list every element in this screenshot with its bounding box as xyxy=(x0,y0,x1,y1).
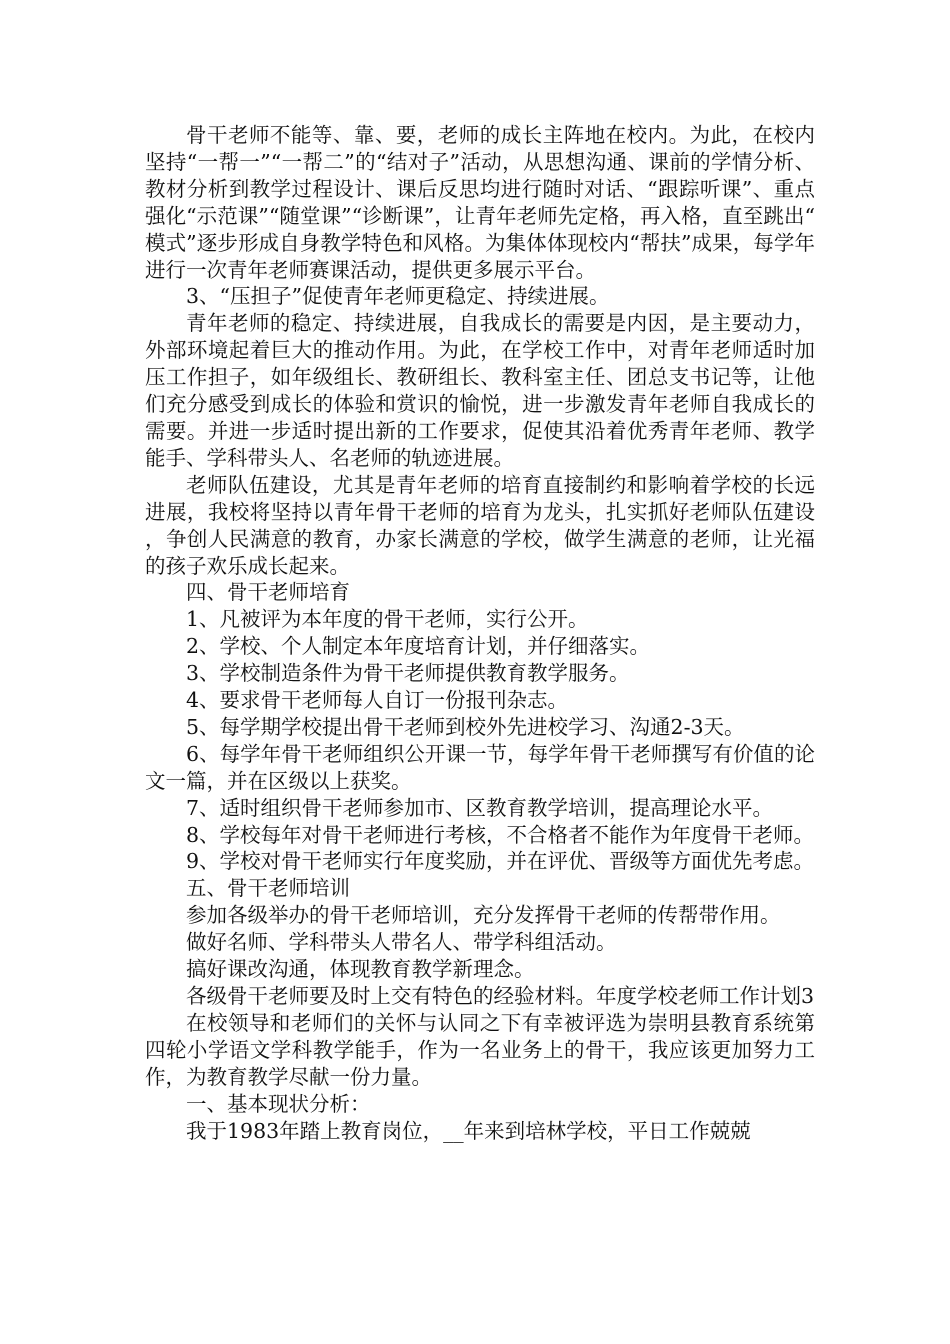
list-item: 4、要求骨干老师每人自订一份报刊杂志。 xyxy=(186,688,569,713)
list-item: 7、适时组织骨干老师参加市、区教育教学培训，提高理论水平。 xyxy=(186,795,774,820)
list-item: 3、学校制造条件为骨干老师提供教育教学服务。 xyxy=(186,661,630,686)
section-heading: 五、骨干老师培训 xyxy=(186,876,350,901)
list-item: 2、学校、个人制定本年度培育计划，并仔细落实。 xyxy=(186,634,651,659)
list-item: 1、凡被评为本年度的骨干老师，实行公开。 xyxy=(186,607,589,632)
list-item: 8、学校每年对骨干老师进行考核，不合格者不能作为年度骨干老师。 xyxy=(186,822,815,847)
section-heading: 一、基本现状分析： xyxy=(186,1091,371,1116)
paragraph: 做好名师、学科带头人带名人、带学科组活动。 xyxy=(186,930,617,955)
list-item: 9、学校对骨干老师实行年度奖励，并在评优、晋级等方面优先考虑。 xyxy=(186,849,815,874)
paragraph: 在校领导和老师们的关怀与认同之下有幸被评选为崇明县教育系统第四轮小学语文学科教学能手，作为一名业务上的骨干，我应该更加努力工作，为教育教学尽献一份力量。 xyxy=(145,1010,815,1089)
paragraph: 我于1983年踏上教育岗位，__年来到培林学校，平日工作兢兢 xyxy=(186,1118,751,1143)
section-heading: 四、骨干老师培育 xyxy=(186,580,350,605)
paragraph: 参加各级举办的骨干老师培训，充分发挥骨干老师的传帮带作用。 xyxy=(186,903,781,928)
paragraph: 3、“压担子”促使青年老师更稳定、持续进展。 xyxy=(186,284,610,309)
paragraph: 骨干老师不能等、靠、要，老师的成长主阵地在校内。为此，在校内坚持“一帮一”“一帮二”的“结对子”活动，从思想沟通、课前的学情分析、教材分析到教学过程设计、课后反思均进行随时对话、“跟踪听课”、重点强化“示范课”“随堂课”“诊断课”，让青年老师先定格，再入格，直至跳出“模式”逐步形成自身教学特色和风格。为集体体现校内“帮扶”成果，每学年进行一次青年老师赛课活动，提供更多展示平台。 xyxy=(145,123,815,282)
paragraph: 青年老师的稳定、持续进展，自我成长的需要是内因，是主要动力，外部环境起着巨大的推动作用。为此，在学校工作中，对青年老师适时加压工作担子，如年级组长、教研组长、教科室主任、团总支书记等，让他们充分感受到成长的体验和赏识的愉悦，进一步激发青年老师自我成长的需要。并进一步适时提出新的工作要求，促使其沿着优秀青年老师、教学能手、学科带头人、名老师的轨迹进展。 xyxy=(145,311,815,470)
list-item: 6、每学年骨干老师组织公开课一节，每学年骨干老师撰写有价值的论文一篇，并在区级以上获奖。 xyxy=(145,741,815,793)
list-item: 5、每学期学校提出骨干老师到校外先进校学习、沟通2-3天。 xyxy=(186,714,745,739)
paragraph: 各级骨干老师要及时上交有特色的经验材料。年度学校老师工作计划3 xyxy=(186,984,815,1008)
document-body xyxy=(145,122,815,1144)
paragraph: 老师队伍建设，尤其是青年老师的培育直接制约和影响着学校的长远进展，我校将坚持以青年骨干老师的培育为龙头，扎实抓好老师队伍建设，争创人民满意的教育，办家长满意的学校，做学生满意的老师，让光福的孩子欢乐成长起来。 xyxy=(145,472,815,578)
paragraph: 搞好课改沟通，体现教育教学新理念。 xyxy=(186,957,535,982)
